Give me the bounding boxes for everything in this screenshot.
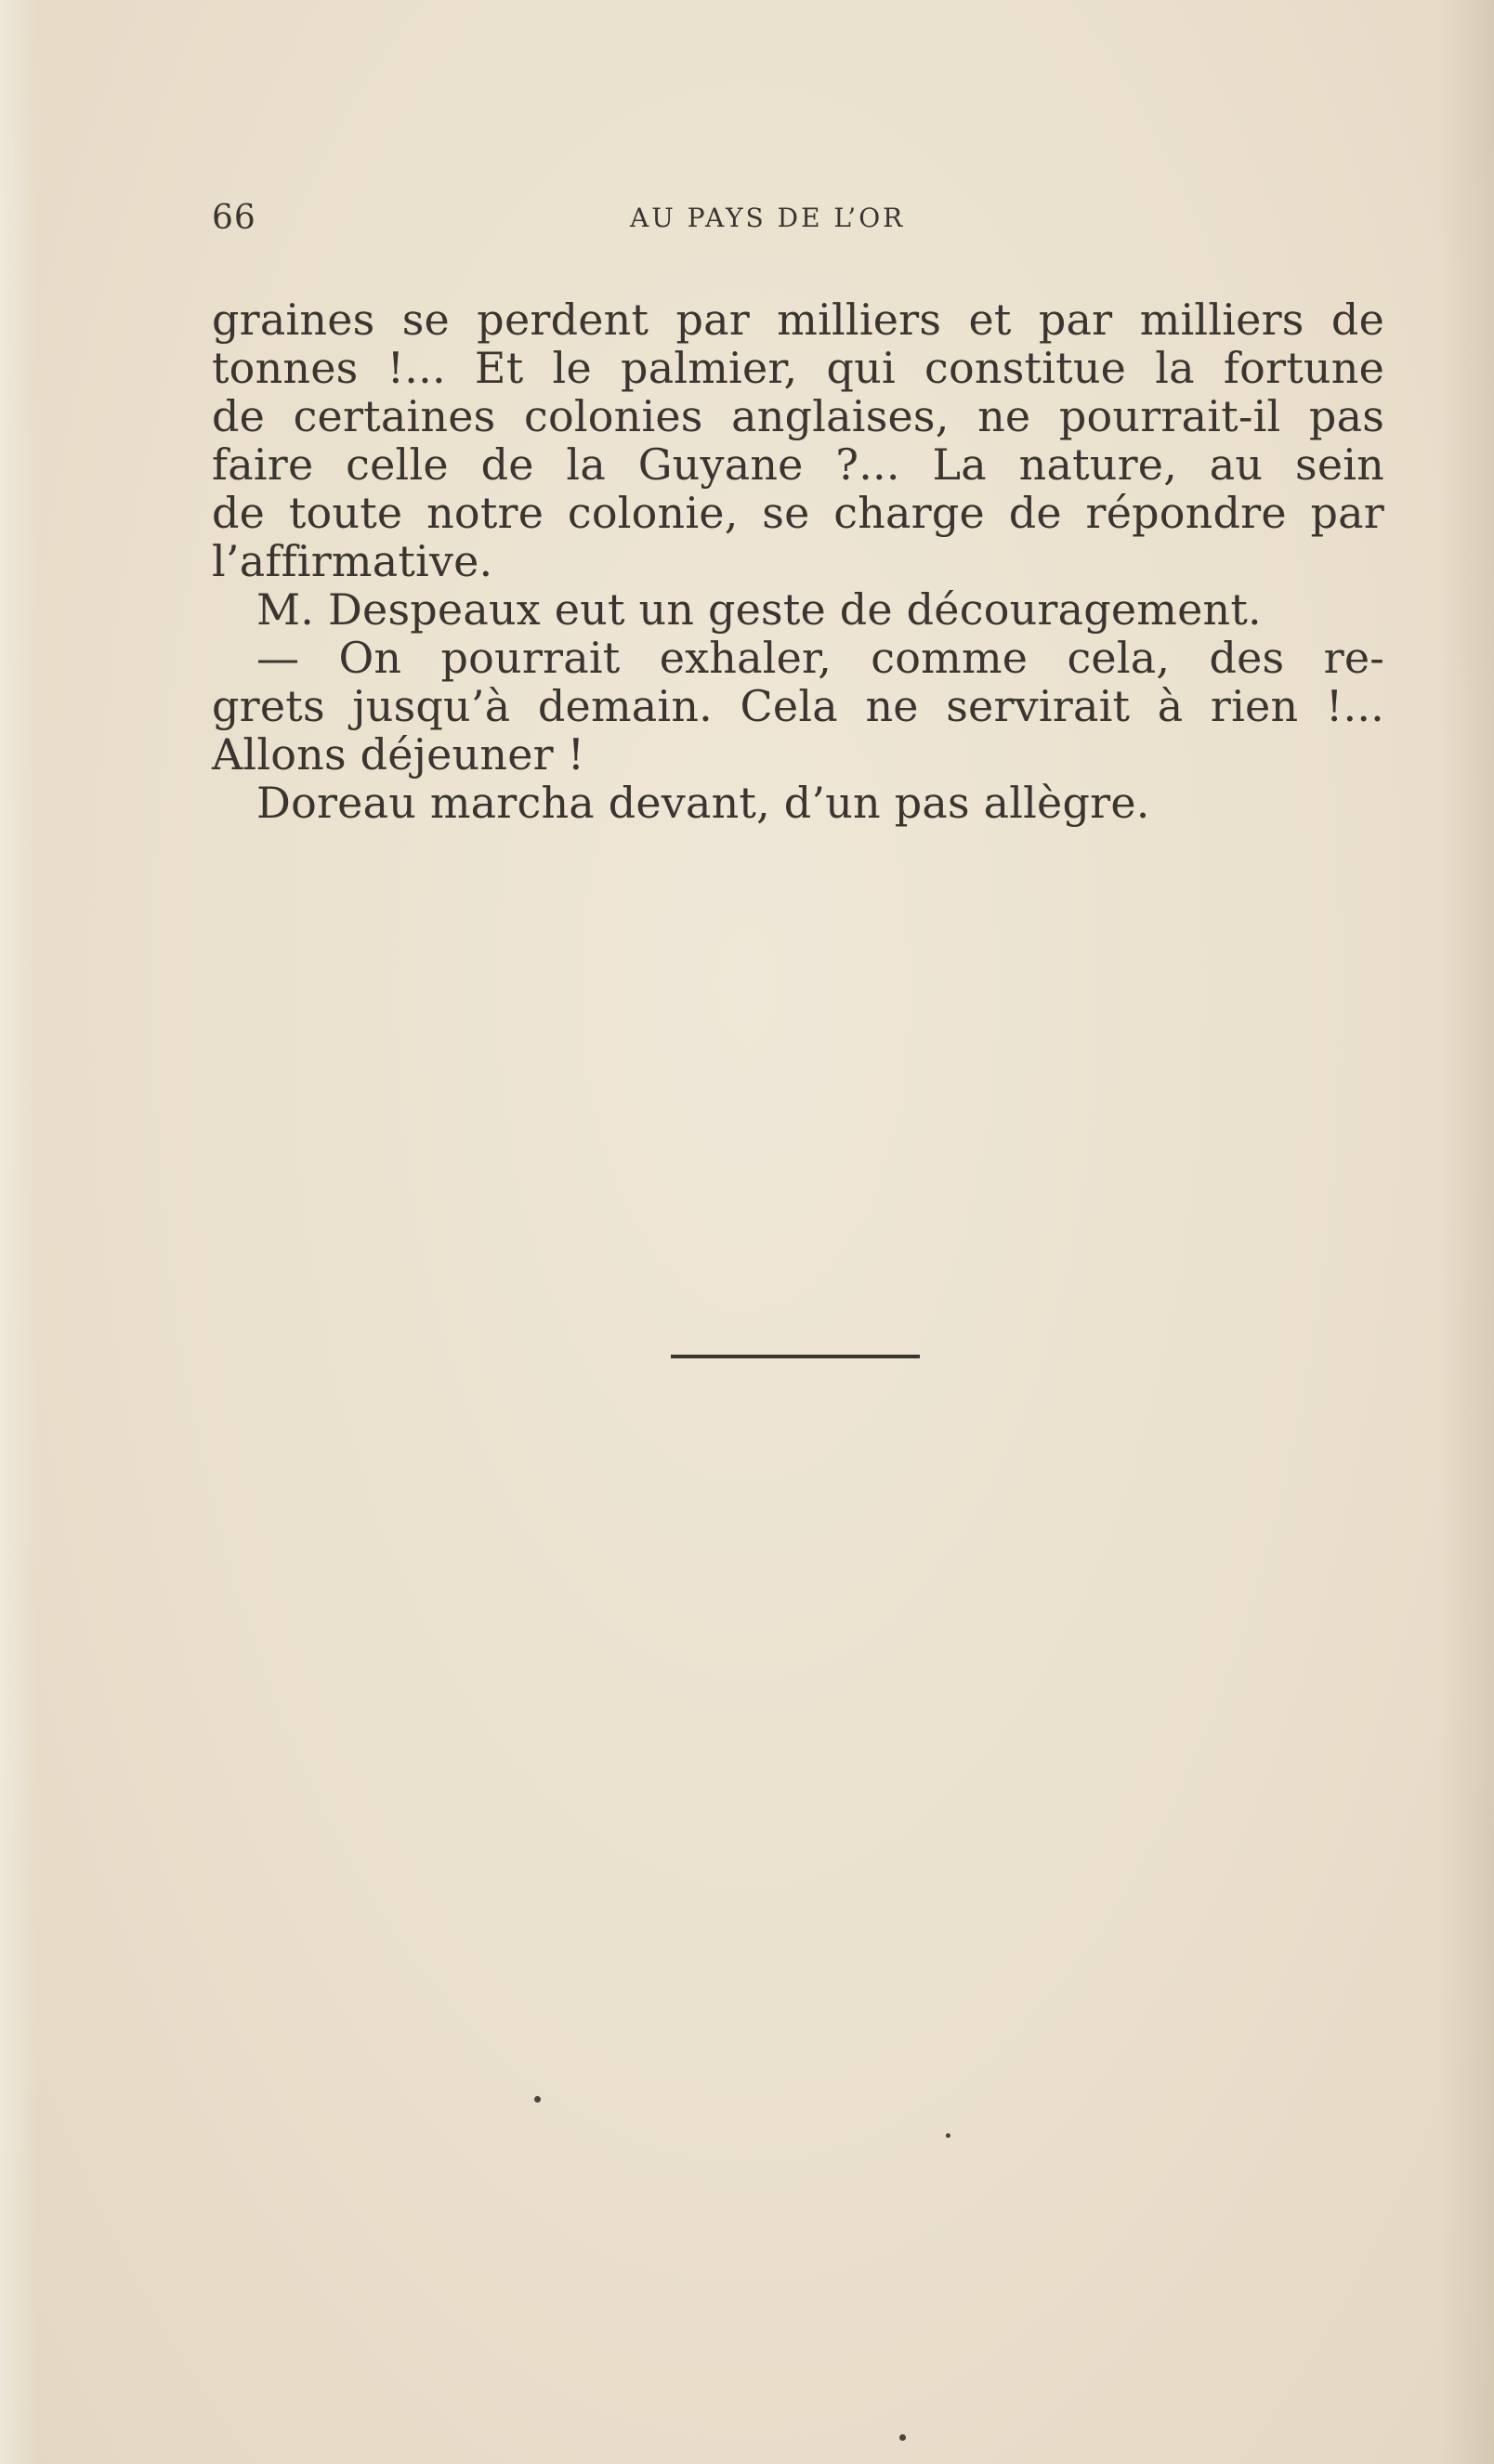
text-line: l’affirmative. — [212, 536, 493, 586]
text-line: tonnes !... Et le palmier, qui constitue la fortune — [212, 343, 1384, 393]
text-line: Allons déjeuner ! — [212, 729, 585, 780]
page-left-edge — [0, 0, 37, 2464]
text-line: M. Despeaux eut un geste de découragement. — [256, 584, 1262, 635]
running-title: AU PAYS DE L’OR — [630, 203, 906, 233]
paper-speck — [534, 2096, 541, 2103]
text-line: de certaines colonies anglaises, ne pourrait-il pas — [212, 391, 1384, 441]
paper-speck — [946, 2133, 950, 2138]
body-text — [212, 295, 1384, 827]
running-head — [212, 199, 1373, 245]
end-of-chapter-rule — [671, 1355, 920, 1358]
paper-speck — [899, 2434, 906, 2441]
page-number: 66 — [212, 199, 256, 237]
page-right-edge — [1438, 0, 1494, 2464]
text-line: Doreau marcha devant, d’un pas allègre. — [256, 778, 1150, 828]
text-line: — On pourrait exhaler, comme cela, des re- — [256, 633, 1384, 683]
text-line: graines se perdent par milliers et par milliers de — [212, 295, 1384, 345]
text-line: de toute notre colonie, se charge de répondre par — [212, 488, 1384, 538]
text-line: faire celle de la Guyane ?... La nature, au sein — [212, 439, 1384, 490]
text-line: grets jusqu’à demain. Cela ne servirait à rien !... — [212, 681, 1384, 731]
